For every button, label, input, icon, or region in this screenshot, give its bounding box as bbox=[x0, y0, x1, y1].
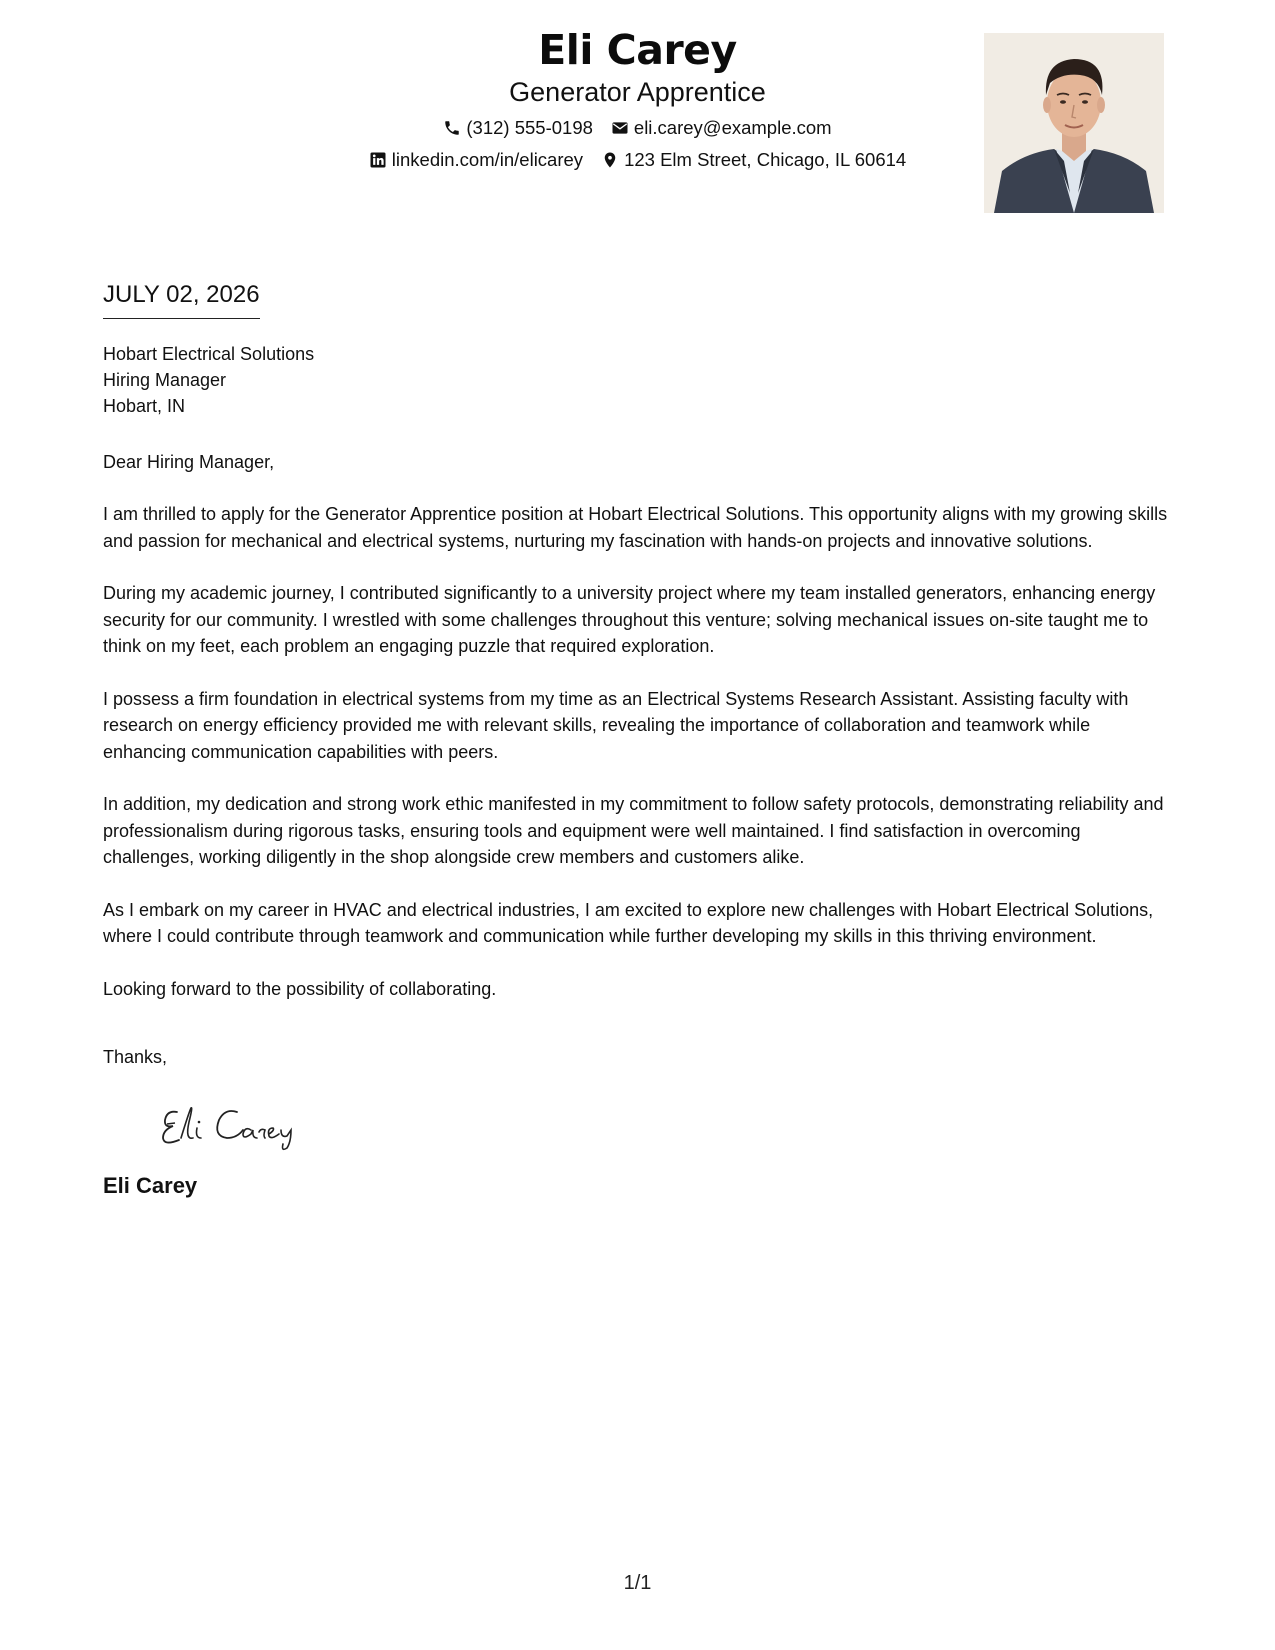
phone-contact bbox=[443, 116, 593, 140]
recipient-role: Hiring Manager bbox=[103, 370, 227, 390]
paragraph-4: In addition, my dedication and strong work ethic manifested in my commitment to follow safety protocols, demonstrating reliability and professionalism during rigorous tasks, ensuring tools and equipment were well maintained. I find satisfaction in overcoming challenges, working diligently in the shop alongside crew members and customers alike. bbox=[103, 794, 1164, 867]
map-pin-icon bbox=[601, 151, 619, 169]
paragraph-3: I possess a firm foundation in electrical systems from my time as an Electrical Systems Research Assistant. Assisting faculty with research on energy efficiency provided me with relevant skills, revealing the importance of collaboration and teamwork while enhancing communication capabilities with peers. bbox=[103, 688, 1129, 762]
paragraph-1: I am thrilled to apply for the Generator Apprentice position at Hobart Electrical Solutions. This opportunity aligns with my growing skills and passion for mechanical and electrical systems, nurturing my fascination with hands-on projects and innovative solutions. bbox=[103, 504, 1168, 551]
person-portrait-icon bbox=[984, 33, 1164, 213]
linkedin-icon bbox=[369, 151, 387, 169]
phone-icon bbox=[443, 119, 461, 137]
letter-body bbox=[103, 280, 1168, 1200]
job-title: Generator Apprentice bbox=[509, 77, 766, 107]
recipient-block bbox=[103, 341, 1168, 419]
address-text: 123 Elm Street, Chicago, IL 60614 bbox=[624, 149, 907, 170]
paragraph-6: Looking forward to the possibility of collaborating. bbox=[103, 978, 497, 999]
linkedin-text: linkedin.com/in/elicarey bbox=[391, 149, 584, 170]
signature bbox=[155, 1092, 315, 1152]
paragraph-2: During my academic journey, I contributed significantly to a university project where my team installed generators, enhancing energy security for our community. I wrestled with some challenges throughout this venture; solving mechanical issues on-site taught me to think on my feet, each problem an engaging puzzle that required exploration. bbox=[103, 583, 1156, 656]
applicant-name: Eli Carey bbox=[538, 26, 737, 74]
phone-text: (312) 555-0198 bbox=[466, 117, 593, 138]
email-text: eli.carey@example.com bbox=[633, 117, 832, 138]
page-indicator: 1/1 bbox=[623, 1572, 652, 1594]
recipient-location: Hobart, IN bbox=[103, 396, 186, 416]
handwritten-signature-icon bbox=[155, 1092, 315, 1152]
signer-name: Eli Carey bbox=[103, 1173, 198, 1198]
linkedin-contact bbox=[369, 148, 583, 172]
paragraph-5: As I embark on my career in HVAC and electrical industries, I am excited to explore new challenges with Hobart Electrical Solutions, where I could contribute through teamwork and communication while further developing my skills in this thriving environment. bbox=[103, 899, 1154, 946]
recipient-company: Hobart Electrical Solutions bbox=[103, 344, 315, 364]
email-contact bbox=[611, 116, 832, 140]
letter-date: JULY 02, 2026 bbox=[103, 280, 260, 319]
closing: Thanks, bbox=[103, 1047, 168, 1067]
envelope-icon bbox=[611, 119, 629, 137]
profile-photo bbox=[984, 33, 1164, 213]
address-contact bbox=[601, 148, 906, 172]
greeting: Dear Hiring Manager, bbox=[103, 452, 275, 472]
